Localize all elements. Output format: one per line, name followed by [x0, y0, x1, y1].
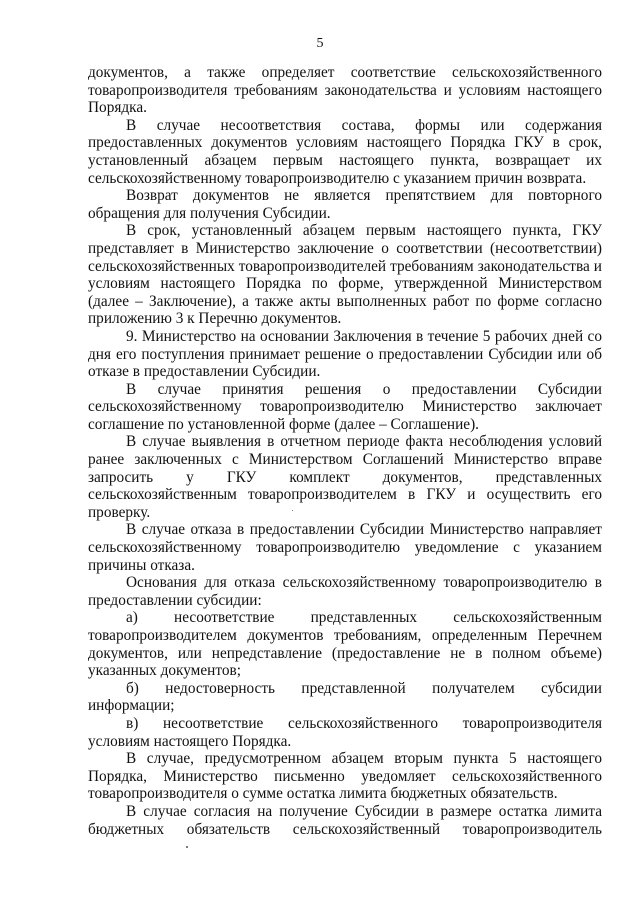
paragraph: В случае несоответствия состава, формы или содержания предоставленных документов условиям настоящего Порядка ГКУ в срок, установленный абзацем первым настоящего пункта, возвращает их сельскохозяйственному товаропроизводителю с указанием причин возврата. [88, 116, 602, 187]
paragraph: В случае отказа в предоставлении Субсидии Министерство направляет сельскохозяйственному товаропроизводителю уведомление с указанием причины отказа. [88, 521, 602, 574]
paragraph: Основания для отказа сельскохозяйственному товаропроизводителю в предоставлении субсидии: [88, 574, 602, 609]
paragraph: В случае принятия решения о предоставлении Субсидии сельскохозяйственному товаропроизводителю Министерство заключает соглашение по установленной форме (далее – Соглашение). [88, 380, 602, 433]
list-item: б) недостоверность представленной получателем субсидии информации; [88, 679, 602, 715]
list-item: в) несоответствие сельскохозяйственного товаропроизводителя условиям настоящего Порядка. [88, 714, 602, 750]
paragraph: В срок, установленный абзацем первым настоящего пункта, ГКУ представляет в Министерство заключение о соответствии (несоответствии) сельскохозяйственных товаропроизводителей требованиям законодательства и условиям настоящего Порядка по форме, утвержденной Министерством (далее – Заключение), а также акты выполненных работ по форме согласно приложению 3 к Перечню документов. [88, 222, 602, 328]
page-number: 5 [316, 36, 324, 51]
paragraph: В случае выявления в отчетном периоде факта несоблюдения условий ранее заключенных с Министерством Соглашений Министерство вправе запросить у ГКУ комплект документов, представленных сельскохозяйственным товаропроизводителем в ГКУ и осуществить его проверку. [88, 433, 602, 521]
paragraph: В случае согласия на получение Субсидии в размере остатка лимита бюджетных обязательств сельскохозяйственный товаропроизводитель [88, 802, 602, 838]
paragraph: Возврат документов не является препятствием для повторного обращения для получения Субсидии. [88, 187, 602, 222]
list-item: а) несоответствие представленных сельскохозяйственным товаропроизводителем документов требованиям, определенным Перечнем документов, или непредставление (предоставление не в полном объеме) указанных документов; [88, 609, 602, 680]
paragraph: В случае, предусмотренном абзацем вторым пункта 5 настоящего Порядка, Министерство письменно уведомляет сельскохозяйственного товаропроизводителя о сумме остатка лимита бюджетных обязательств. [88, 750, 602, 803]
scan-speck [186, 846, 188, 848]
paragraph: 9. Министерство на основании Заключения в течение 5 рабочих дней со дня его поступления принимает решение о предоставлении Субсидии или об отказе в предоставлении Субсидии. [88, 327, 602, 381]
document-body [88, 64, 602, 838]
scan-speck [292, 510, 293, 511]
paragraph: документов, а также определяет соответствие сельскохозяйственного товаропроизводителя требованиям законодательства и условиям настоящего Порядка. [88, 64, 602, 117]
